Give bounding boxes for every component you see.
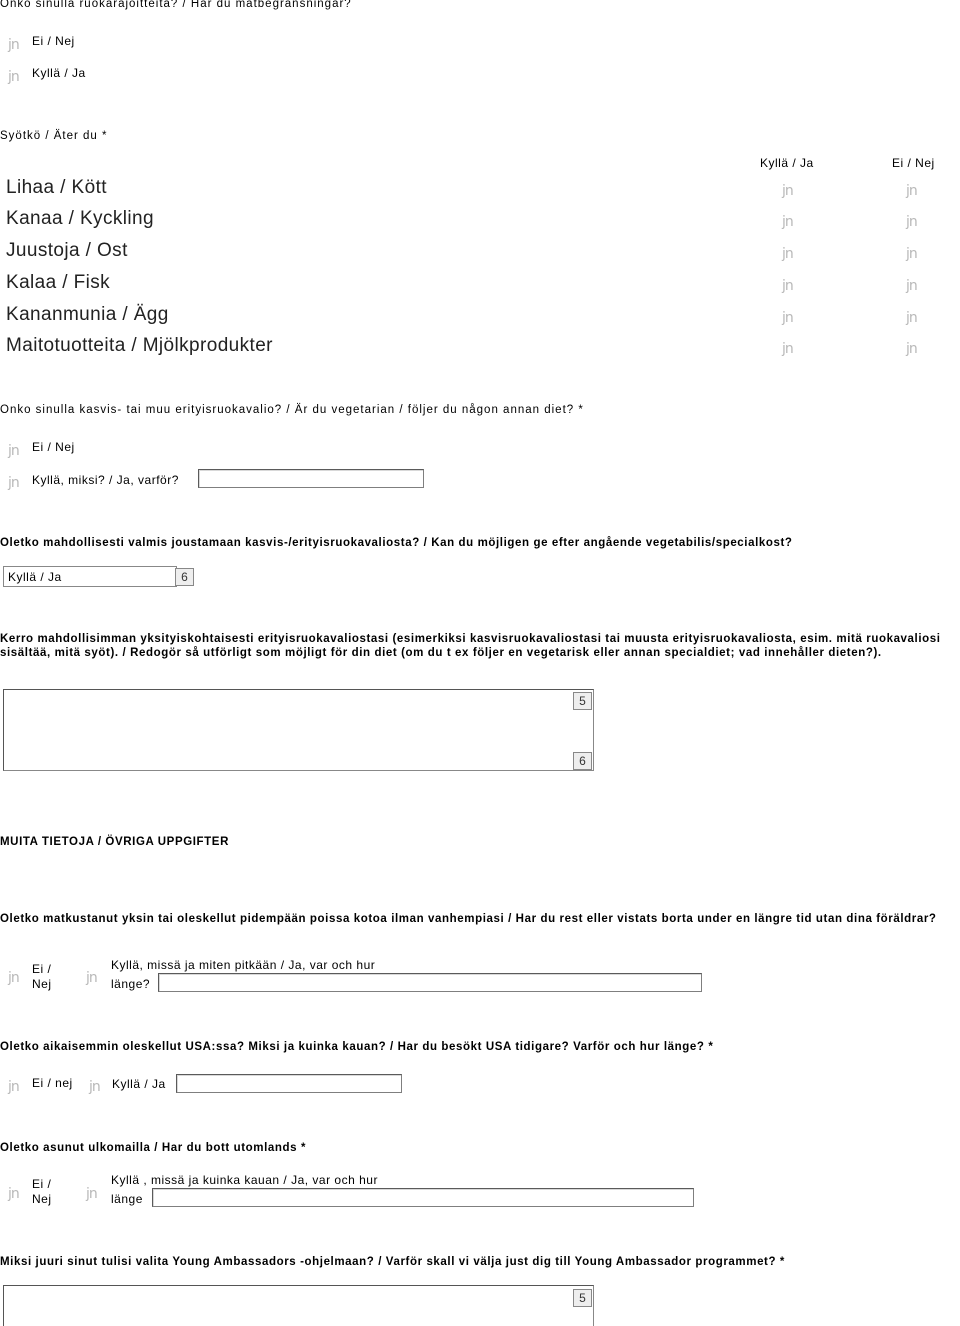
- radio-icon[interactable]: [8, 70, 22, 84]
- radio-icon[interactable]: [86, 1187, 100, 1201]
- reason-input[interactable]: [198, 469, 424, 488]
- radio-icon[interactable]: [782, 279, 796, 293]
- travel-input[interactable]: [158, 973, 702, 992]
- radio-icon[interactable]: [782, 247, 796, 261]
- usa-input[interactable]: [176, 1074, 402, 1093]
- option-label: Nej: [32, 977, 52, 991]
- option-label: länge: [111, 1192, 143, 1206]
- radio-icon[interactable]: [8, 444, 22, 458]
- radio-icon[interactable]: [906, 215, 920, 229]
- option-label: Kyllä, miksi? / Ja, varför?: [32, 473, 179, 487]
- question-eats: Syötkö / Äter du *: [0, 130, 108, 142]
- radio-icon[interactable]: [86, 971, 100, 985]
- question-food-limits: Onko sinulla ruokarajoitteita? / Har du matbegränsningar?: [0, 0, 352, 10]
- abroad-input[interactable]: [152, 1188, 694, 1207]
- scroll-up-icon[interactable]: 5: [573, 1289, 592, 1307]
- radio-icon[interactable]: [8, 476, 22, 490]
- question-ready: Oletko mahdollisesti valmis joustamaan kasvis-/erityisruokavaliosta? / Kan du möjligen ge efter angående vegetabilis/specialkost?: [0, 537, 793, 549]
- option-label: Ei / Nej: [32, 34, 75, 48]
- option-label: länge?: [111, 977, 151, 991]
- question-why: Miksi juuri sinut tulisi valita Young Ambassadors -ohjelmaan? / Varför skall vi välja just dig till Young Ambassador programmet? *: [0, 1256, 785, 1268]
- question-abroad: Oletko asunut ulkomailla / Har du bott utomlands *: [0, 1142, 307, 1154]
- option-label: Ei /: [32, 962, 52, 976]
- radio-icon[interactable]: [906, 184, 920, 198]
- grid-row-label: Kalaa / Fisk: [6, 272, 111, 293]
- question-describe: Kerro mahdollisimman yksityiskohtaisesti erityisruokavaliostasi (esimerkiksi kasvisruokavaliostasi tai muusta erityisruokavaliosta, esim. mitä ruokavaliosi sisältää, mitä syöt). / Redogör så utförligt som möjligt för din diet (om du t ex följer en vegetarisk eller annan specialdiet; vad innehåller dieten?).: [0, 633, 941, 659]
- option-label: Kyllä / Ja: [32, 66, 86, 80]
- option-label: Ei / Nej: [32, 440, 75, 454]
- option-label: Ei / nej: [32, 1076, 73, 1090]
- option-label: Kyllä, missä ja miten pitkään / Ja, var och hur: [111, 958, 376, 972]
- radio-icon[interactable]: [906, 342, 920, 356]
- radio-icon[interactable]: [782, 342, 796, 356]
- radio-icon[interactable]: [906, 311, 920, 325]
- radio-icon[interactable]: [906, 279, 920, 293]
- describe-textarea[interactable]: [3, 689, 594, 771]
- section-title: MUITA TIETOJA / ÖVRIGA UPPGIFTER: [0, 836, 229, 848]
- grid-row-label: Lihaa / Kött: [6, 177, 107, 198]
- radio-icon[interactable]: [8, 38, 22, 52]
- radio-icon[interactable]: [782, 311, 796, 325]
- radio-icon[interactable]: [782, 184, 796, 198]
- scroll-up-icon[interactable]: 5: [573, 692, 592, 710]
- radio-icon[interactable]: [8, 1080, 22, 1094]
- flex-select[interactable]: [3, 566, 177, 587]
- option-label: Nej: [32, 1192, 52, 1206]
- option-label: Kyllä , missä ja kuinka kauan / Ja, var och hur: [111, 1173, 378, 1187]
- question-travel: Oletko matkustanut yksin tai oleskellut pidempään poissa kotoa ilman vanhempiasi / Har du rest eller vistats borta under en längre tid utan dina föräldrar?: [0, 913, 937, 925]
- question-veg: Onko sinulla kasvis- tai muu erityisruokavalio? / Är du vegetarian / följer du någon annan diet? *: [0, 404, 584, 416]
- radio-icon[interactable]: [906, 247, 920, 261]
- grid-row-label: Juustoja / Ost: [6, 240, 128, 261]
- radio-icon[interactable]: [89, 1080, 103, 1094]
- select-value: Kyllä / Ja: [8, 570, 62, 584]
- radio-icon[interactable]: [8, 1187, 22, 1201]
- radio-icon[interactable]: [782, 215, 796, 229]
- grid-row-label: Kananmunia / Ägg: [6, 304, 169, 325]
- grid-row-label: Maitotuotteita / Mjölkprodukter: [6, 335, 273, 356]
- why-textarea[interactable]: [3, 1285, 594, 1326]
- option-label: Kyllä / Ja: [112, 1077, 166, 1091]
- scroll-down-icon[interactable]: 6: [573, 752, 592, 770]
- question-usa: Oletko aikaisemmin oleskellut USA:ssa? Miksi ja kuinka kauan? / Har du besökt USA tidigare? Varför och hur länge? *: [0, 1041, 714, 1053]
- option-label: Ei /: [32, 1177, 52, 1191]
- column-header-no: Ei / Nej: [892, 156, 935, 170]
- chevron-down-icon[interactable]: 6: [175, 568, 194, 586]
- column-header-yes: Kyllä / Ja: [760, 156, 814, 170]
- grid-row-label: Kanaa / Kyckling: [6, 208, 154, 229]
- radio-icon[interactable]: [8, 971, 22, 985]
